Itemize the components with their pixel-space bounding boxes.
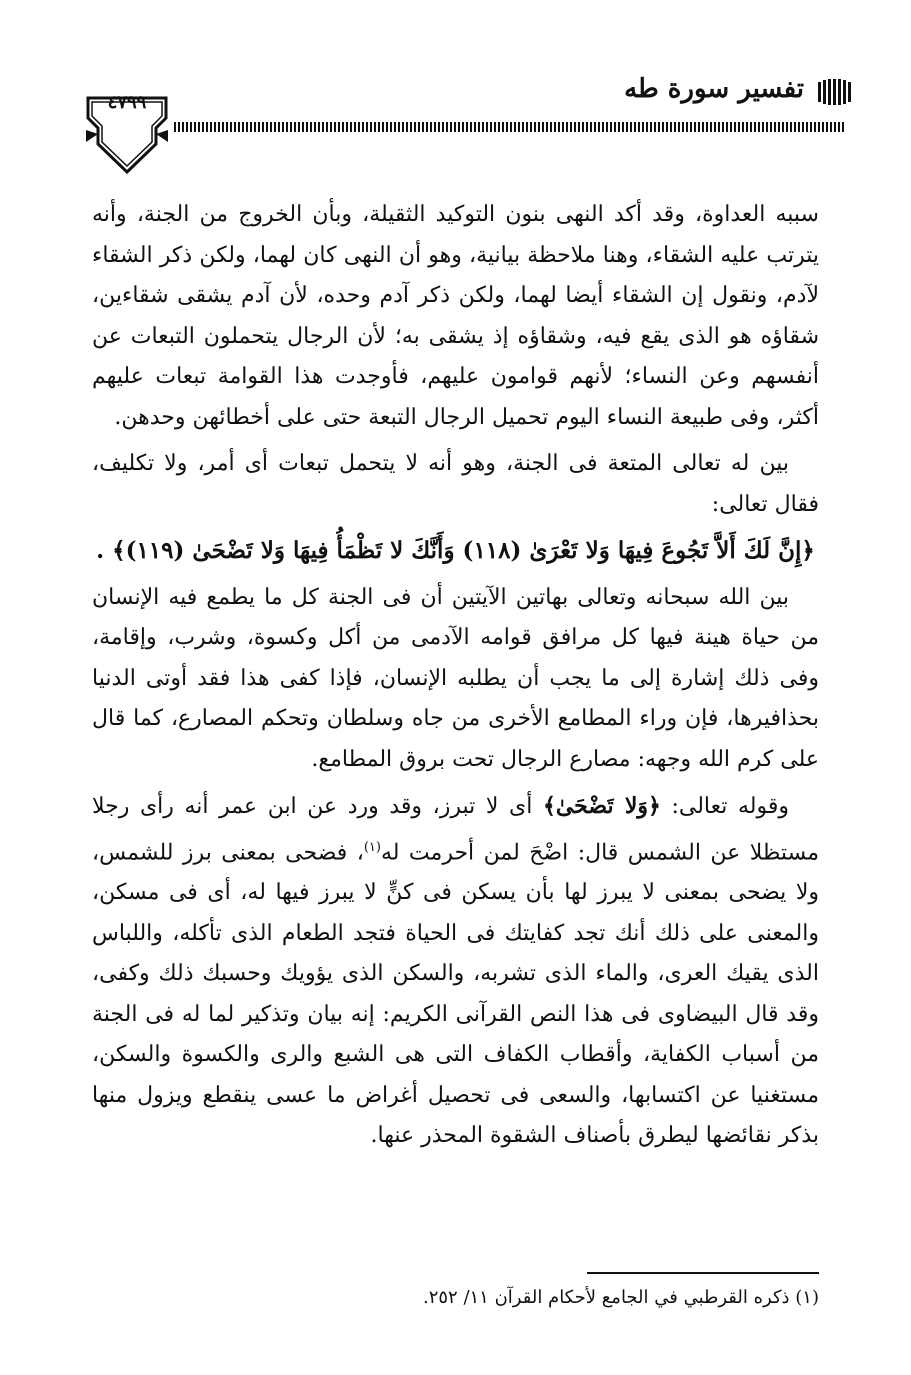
header-ornament-icon <box>816 78 854 106</box>
paragraph-4-lead: وقوله تعالى: <box>671 794 789 819</box>
header-rule <box>174 122 846 132</box>
running-title: تفسير سورة طه <box>624 74 804 104</box>
page-header <box>82 70 854 180</box>
main-text <box>92 195 819 1163</box>
paragraph-2: بين له تعالى المتعة فى الجنة، وهو أنه لا يتحمل تبعات أى أمر، ولا تكليف، فقال تعالى: <box>92 451 819 517</box>
quran-verse: ﴿إِنَّ لَكَ أَلاَّ تَجُوعَ فِيهَا وَلا تَعْرَىٰ (١١٨) وَأَنَّكَ لا تَظْمَأُ فِيهَا وَلا تَضْحَىٰ (١١٩)﴾ . <box>96 537 815 564</box>
footnote: (١) ذكره القرطبي في الجامع لأحكام القرآن ١١/ ٢٥٢. <box>422 1287 819 1308</box>
page-number: ٤٧٩٩ <box>107 92 147 113</box>
paragraph-4 <box>92 786 819 1157</box>
paragraph-4-text-a: أى لا تبرز، وقد ورد عن ابن عمر أنه رأى رجلا مستظلا عن الشمس قال: اضْحَ لمن أحرمت له <box>92 794 819 865</box>
paragraph-1: سببه العداوة، وقد أكد النهى بنون التوكيد الثقيلة، وبأن الخروج من الجنة، وأنه يترتب عليه الشقاء، وهنا ملاحظة بيانية، وهو أن النهى كان لهما، ولكن ذكر الشقاء لآدم، ونقول إن الشقاء أيضا لهما، ولكن ذكر آدم وحده، لأن آدم يشقى شقاءين، شقاؤه هو الذى يقع فيه، وشقاؤه إذ يشقى به؛ لأن الرجال يتحملون التبعات عن أنفسهم وعن النساء؛ لأنهم قوامون عليهم، فأوجدت هذا القوامة تبعات عليهم أكثر، وفى طبيعة النساء اليوم تحميل الرجال التبعة حتى على أخطائهن وحدهن. <box>92 202 819 430</box>
paragraph-3: بين الله سبحانه وتعالى بهاتين الآيتين أن فى الجنة كل ما يطمع فيه الإنسان من حياة هينة فيها كل مرافق قوامه الآدمى من أكل وكسوة، وشرب، وإقامة، وفى ذلك إشارة إلى ما يجب أن يطلبه الإنسان، فإذا كفى هذا فقد أوتى الدنيا بحذافيرها، فإن وراء المطامع الأخرى من جاه وسلطان وتحكم المصارع، كما قال على كرم الله وجهه: مصارع الرجال تحت بروق المطامع. <box>92 584 819 772</box>
footnote-divider <box>587 1272 819 1274</box>
paragraph-4-quote: ﴿وَلا تَضْحَىٰ﴾ <box>542 793 661 819</box>
footnote-reference[interactable]: (١) <box>363 839 381 855</box>
paragraph-4-text-b: ، فضحى بمعنى برز للشمس، ولا يضحى بمعنى لا يبرز لها بأن يسكن فى كنٍّ لا يبرز فيها له، أى فى مسكن، والمعنى على ذلك أنك تجد كفايتك فى الحياة فتجد الطعام الذى تأكله، واللباس الذى يقيك العرى، والماء الذى تشربه، والسكن الذى يؤويك وحسبك ذلك وكفى، وقد قال البيضاوى فى هذا النص القرآنى الكريم: إنه بيان وتذكير لما له فى الجنة من أسباب الكفاية، وأقطاب الكفاف التى هى الشبع والرى والكسوة والسكن، مستغنيا عن اكتسابها، والسعى فى تحصيل أغراض ما عسى ينقطع ويزول منها بذكر نقائضها ليطرق بأصناف الشقوة المحذر عنها. <box>92 839 819 1149</box>
